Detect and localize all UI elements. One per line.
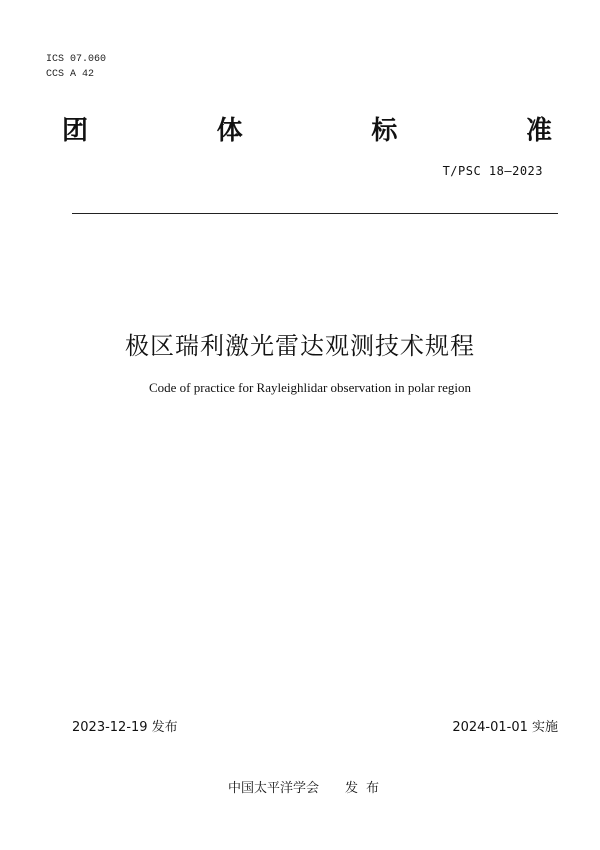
publisher-line [228,777,387,796]
publisher-action: 发布 [345,781,388,796]
standard-type-heading [62,110,552,147]
ccs-code: CCS A 42 [46,69,95,80]
issue-date: 2023-12-19 发布 [72,720,178,735]
standard-type-char: 体 [216,116,243,146]
implementation-date: 2024-01-01 实施 [452,720,558,735]
standard-type-char: 标 [371,116,398,146]
standard-type-char: 团 [62,116,89,146]
title-chinese: 极区瑞利激光雷达观测技术规程 [125,332,475,360]
ics-code: ICS 07.060 [46,54,107,65]
publisher-name: 中国太平洋学会 [228,781,320,796]
header-divider [72,213,558,214]
standard-number: T/PSC 18—2023 [442,164,543,178]
standard-type-char: 准 [525,116,552,146]
classification-codes [46,52,106,82]
title-english: Code of practice for Rayleighlidar observation in polar region [148,380,471,395]
